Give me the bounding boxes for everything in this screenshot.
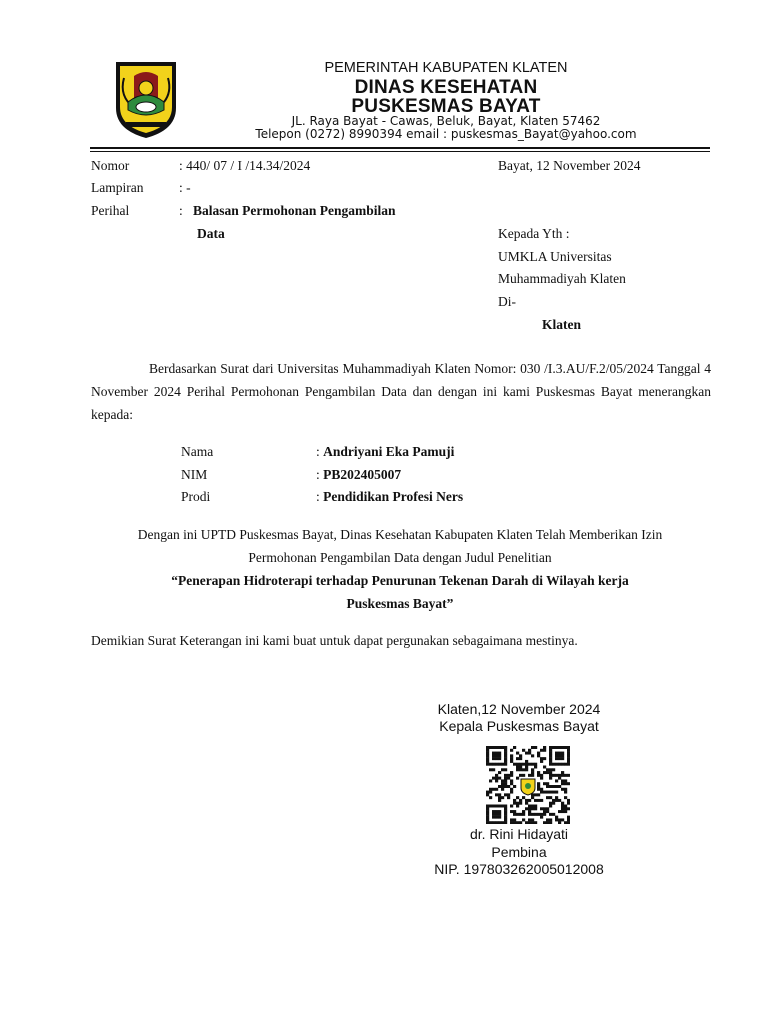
recipient-line2: Muhammadiyah Klaten xyxy=(498,271,626,286)
letterhead-institution: PUSKESMAS BAYAT xyxy=(351,96,541,117)
identity-prodi-row xyxy=(316,489,463,505)
identity-nama-label: Nama xyxy=(181,444,214,459)
identity-nama-row xyxy=(316,444,454,460)
perihal-label: Perihal xyxy=(91,203,130,218)
identity-nim-value: PB202405007 xyxy=(323,467,402,482)
lampiran-label: Lampiran xyxy=(91,180,144,195)
letterhead-contact: Telepon (0272) 8990394 email : puskesmas_Bayat@yahoo.com xyxy=(255,127,637,141)
identity-prodi-label: Prodi xyxy=(181,489,211,504)
identity-nama-value: Andriyani Eka Pamuji xyxy=(323,444,455,459)
opening-paragraph-text: Berdasarkan Surat dari Universitas Muhammadiyah Klaten Nomor: 030 /I.3.AU/F.2/05/2024 Tanggal 4 November 2024 Perihal Permohonan Pengambilan Data dan dengan ini kami Puskesmas Bayat menerangkan kepada: xyxy=(91,361,711,422)
regency-emblem-icon xyxy=(110,58,182,140)
perihal-subject-line2: Data xyxy=(197,226,225,241)
letterhead-divider-thick xyxy=(90,147,710,149)
closing-sentence: Demikian Surat Keterangan ini kami buat untuk dapat pergunakan sebagaimana mestinya. xyxy=(91,633,578,648)
identity-nim-label: NIM xyxy=(181,467,208,482)
identity-nim-colon: : xyxy=(316,467,324,482)
recipient-greeting: Kepada Yth : xyxy=(498,226,570,241)
research-title-line1: “Penerapan Hidroterapi terhadap Penurunan Tekenan Darah di Wilayah kerja xyxy=(171,573,629,588)
signature-place-date: Klaten,12 November 2024 xyxy=(437,701,601,717)
signatory-rank: Pembina xyxy=(491,844,547,860)
signature-position: Kepala Puskesmas Bayat xyxy=(439,718,599,734)
nomor-label: Nomor xyxy=(91,158,130,173)
letterhead-government: PEMERINTAH KABUPATEN KLATEN xyxy=(324,60,568,76)
lampiran-value: : - xyxy=(179,180,191,195)
statement-line2: Permohonan Pengambilan Data dengan Judul Penelitian xyxy=(248,550,552,565)
recipient-di: Di- xyxy=(498,294,516,309)
letter-place-date: Bayat, 12 November 2024 xyxy=(498,158,641,173)
qr-code-icon xyxy=(486,746,570,824)
statement-line1: Dengan ini UPTD Puskesmas Bayat, Dinas Kesehatan Kabupaten Klaten Telah Memberikan Izin xyxy=(137,527,663,542)
signatory-nip: NIP. 197803262005012008 xyxy=(434,861,604,877)
nomor-value: : 440/ 07 / I /14.34/2024 xyxy=(179,158,311,173)
signatory-name: dr. Rini Hidayati xyxy=(469,826,569,842)
recipient-line1: UMKLA Universitas xyxy=(498,249,612,264)
identity-prodi-value: Pendidikan Profesi Ners xyxy=(323,489,464,504)
opening-paragraph xyxy=(91,357,711,426)
identity-nim-row xyxy=(316,467,401,483)
recipient-city: Klaten xyxy=(542,317,581,332)
letterhead-address: JL. Raya Bayat - Cawas, Beluk, Bayat, Klaten 57462 xyxy=(291,114,601,128)
research-title-line2: Puskesmas Bayat” xyxy=(346,596,454,611)
letterhead-divider-thin xyxy=(90,151,710,152)
identity-prodi-colon: : xyxy=(316,489,324,504)
letterhead-department: DINAS KESEHATAN xyxy=(354,77,538,98)
perihal-colon: : xyxy=(179,203,183,218)
perihal-subject-line1: Balasan Permohonan Pengambilan xyxy=(193,203,396,218)
identity-nama-colon: : xyxy=(316,444,324,459)
